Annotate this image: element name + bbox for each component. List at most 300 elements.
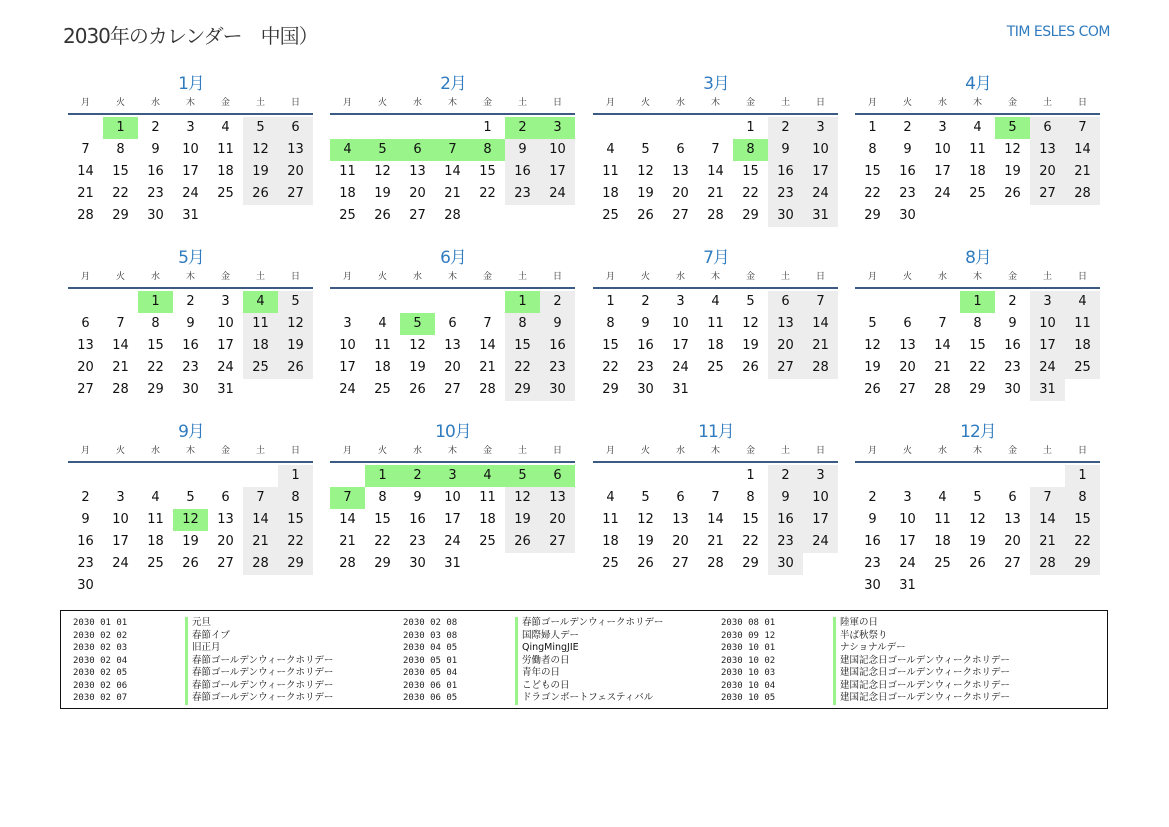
legend-holiday-name: 春節ゴールデンウィークホリデー: [185, 680, 333, 693]
empty-cell: [208, 465, 243, 487]
weekday-label: 木: [447, 446, 457, 456]
day-cell: 11: [969, 142, 986, 157]
day-cell: 29: [969, 382, 986, 397]
day-cell: 9: [1008, 316, 1017, 331]
day-cell: 22: [147, 360, 164, 375]
holiday-day-cell: 2: [400, 465, 435, 487]
weekday-label: 土: [780, 446, 790, 456]
day-cell: 19: [409, 360, 426, 375]
day-cell: 23: [77, 556, 94, 571]
empty-cell: [330, 465, 365, 487]
day-cell: 21: [803, 335, 838, 357]
day-cell: 16: [864, 534, 881, 549]
day-cell: 26: [637, 556, 654, 571]
weekday-label: 金: [482, 446, 492, 456]
holiday-day-cell: 3: [540, 117, 575, 139]
day-cell: 10: [182, 142, 199, 157]
day-cell: 24: [1030, 357, 1065, 379]
day-cell: 21: [707, 534, 724, 549]
day-cell: 17: [803, 509, 838, 531]
day-cell: 30: [864, 578, 881, 593]
weekday-label: 木: [447, 272, 457, 282]
day-cell: 5: [641, 142, 650, 157]
month-3: [593, 73, 839, 227]
weekday-label: 火: [640, 272, 650, 282]
legend-holiday-name: 建国記念日ゴールデンウィークホリデー: [833, 667, 1010, 680]
day-cell: 5: [868, 316, 877, 331]
day-cell: 16: [409, 512, 426, 527]
legend-row: [61, 667, 333, 680]
day-cell: 21: [707, 186, 724, 201]
day-cell: 12: [864, 338, 881, 353]
empty-cell: [890, 291, 925, 313]
day-cell: 7: [243, 487, 278, 509]
day-cell: 27: [1004, 556, 1021, 571]
month-5: [68, 247, 314, 401]
weekday-label: 金: [482, 98, 492, 108]
day-cell: 29: [278, 553, 313, 575]
day-cell: 16: [147, 164, 164, 179]
weekday-label: 水: [150, 98, 160, 108]
day-cell: 24: [217, 360, 234, 375]
day-cell: 8: [746, 490, 755, 505]
day-cell: 8: [606, 316, 615, 331]
day-cell: 3: [676, 294, 685, 309]
legend-date: 2030 03 08: [403, 630, 458, 641]
day-cell: 17: [540, 161, 575, 183]
page-title: 2030年のカレンダー 中国）: [63, 24, 318, 48]
legend-holiday-name: 国際婦人デー: [515, 630, 579, 643]
legend-row: [391, 667, 663, 680]
day-cell: 20: [672, 534, 689, 549]
day-cell: 17: [1030, 335, 1065, 357]
day-cell: 15: [505, 335, 540, 357]
day-cell: 9: [505, 139, 540, 161]
month-divider: [330, 287, 575, 289]
day-cell: 13: [899, 338, 916, 353]
day-cell: 7: [1065, 117, 1100, 139]
empty-cell: [435, 291, 470, 313]
legend-holiday-name: 春節イブ: [185, 630, 230, 643]
day-cell: 16: [505, 161, 540, 183]
weekday-label: 火: [902, 98, 912, 108]
empty-cell: [173, 465, 208, 487]
day-cell: 12: [374, 164, 391, 179]
weekday-label: 月: [867, 272, 877, 282]
empty-cell: [628, 117, 663, 139]
day-cell: 3: [938, 120, 947, 135]
day-cell: 8: [116, 142, 125, 157]
day-cell: 19: [969, 534, 986, 549]
holiday-day-cell: 4: [243, 291, 278, 313]
day-cell: 18: [243, 335, 278, 357]
day-cell: 12: [243, 139, 278, 161]
day-cell: 30: [1004, 382, 1021, 397]
month-name: 11月: [698, 422, 734, 442]
empty-cell: [1030, 465, 1065, 487]
day-cell: 25: [934, 556, 951, 571]
weekday-label: 土: [1042, 446, 1052, 456]
empty-cell: [243, 465, 278, 487]
day-cell: 28: [707, 556, 724, 571]
day-cell: 18: [969, 164, 986, 179]
day-cell: 25: [479, 534, 496, 549]
holiday-day-cell: 2: [505, 117, 540, 139]
day-grid: [593, 465, 839, 575]
day-cell: 11: [339, 164, 356, 179]
day-cell: 19: [1004, 164, 1021, 179]
day-cell: 28: [934, 382, 951, 397]
day-cell: 14: [1065, 139, 1100, 161]
legend-column-3: [709, 617, 1010, 705]
day-cell: 8: [151, 316, 160, 331]
day-cell: 24: [672, 360, 689, 375]
day-cell: 19: [374, 186, 391, 201]
weekday-label: 木: [710, 446, 720, 456]
legend-holiday-name: 建国記念日ゴールデンウィークホリデー: [833, 692, 1010, 705]
weekday-label: 日: [1077, 98, 1087, 108]
day-cell: 20: [409, 186, 426, 201]
day-cell: 26: [243, 183, 278, 205]
month-divider: [330, 461, 575, 463]
day-cell: 21: [1065, 161, 1100, 183]
month-8: [855, 247, 1101, 401]
day-cell: 22: [602, 360, 619, 375]
weekday-label: 日: [290, 98, 300, 108]
day-cell: 10: [1030, 313, 1065, 335]
legend-row: [61, 642, 333, 655]
weekday-label: 水: [675, 272, 685, 282]
day-cell: 23: [182, 360, 199, 375]
day-cell: 6: [448, 316, 457, 331]
weekday-label: 木: [972, 98, 982, 108]
legend-row: [61, 617, 333, 630]
day-grid: [855, 465, 1101, 597]
day-cell: 15: [969, 338, 986, 353]
weekday-header: [593, 270, 839, 284]
day-cell: 5: [243, 117, 278, 139]
weekday-header: [68, 270, 314, 284]
day-cell: 28: [803, 357, 838, 379]
day-cell: 23: [409, 534, 426, 549]
day-cell: 21: [934, 360, 951, 375]
day-cell: 4: [606, 142, 615, 157]
day-cell: 18: [217, 164, 234, 179]
weekday-header: [855, 96, 1101, 110]
legend-holiday-name: こどもの日: [515, 680, 570, 693]
day-cell: 24: [803, 183, 838, 205]
day-cell: 10: [803, 139, 838, 161]
day-cell: 12: [278, 313, 313, 335]
legend-date: 2030 06 01: [403, 680, 458, 691]
day-cell: 21: [479, 360, 496, 375]
legend-holiday-name: 元旦: [185, 617, 211, 630]
day-cell: 1: [278, 465, 313, 487]
legend-holiday-name: 建国記念日ゴールデンウィークホリデー: [833, 680, 1010, 693]
holiday-legend: [60, 610, 1108, 709]
day-cell: 23: [864, 556, 881, 571]
weekday-header: [330, 270, 576, 284]
empty-cell: [365, 291, 400, 313]
day-cell: 14: [444, 164, 461, 179]
weekday-label: 月: [80, 272, 90, 282]
month-name: 3月: [703, 74, 729, 94]
month-11: [593, 421, 839, 575]
legend-row: [709, 667, 1010, 680]
weekday-label: 水: [150, 446, 160, 456]
day-cell: 3: [186, 120, 195, 135]
day-cell: 6: [278, 117, 313, 139]
day-cell: 31: [182, 208, 199, 223]
day-cell: 5: [746, 294, 755, 309]
day-cell: 15: [1065, 509, 1100, 531]
day-cell: 13: [278, 139, 313, 161]
holiday-day-cell: 4: [330, 139, 365, 161]
day-cell: 16: [77, 534, 94, 549]
holiday-day-cell: 5: [995, 117, 1030, 139]
day-cell: 30: [768, 205, 803, 227]
empty-cell: [435, 117, 470, 139]
legend-date: 2030 02 05: [73, 668, 128, 678]
day-cell: 25: [217, 186, 234, 201]
day-cell: 15: [742, 164, 759, 179]
day-cell: 23: [147, 186, 164, 201]
weekday-label: 木: [185, 446, 195, 456]
day-cell: 12: [1004, 142, 1021, 157]
holiday-day-cell: 1: [103, 117, 138, 139]
weekday-label: 月: [342, 98, 352, 108]
day-cell: 20: [768, 335, 803, 357]
legend-row: [391, 680, 663, 693]
holiday-day-cell: 1: [365, 465, 400, 487]
day-cell: 11: [374, 338, 391, 353]
day-cell: 2: [641, 294, 650, 309]
legend-date: 2030 06 05: [403, 693, 458, 703]
day-cell: 4: [973, 120, 982, 135]
weekday-label: 木: [710, 98, 720, 108]
day-cell: 7: [483, 316, 492, 331]
weekday-label: 金: [745, 98, 755, 108]
holiday-day-cell: 8: [470, 139, 505, 161]
day-cell: 2: [540, 291, 575, 313]
weekday-label: 日: [1077, 272, 1087, 282]
empty-cell: [365, 117, 400, 139]
weekday-label: 日: [290, 272, 300, 282]
day-cell: 21: [444, 186, 461, 201]
day-cell: 4: [151, 490, 160, 505]
day-cell: 14: [339, 512, 356, 527]
day-cell: 17: [672, 338, 689, 353]
empty-cell: [470, 291, 505, 313]
weekday-label: 土: [517, 446, 527, 456]
day-cell: 6: [81, 316, 90, 331]
weekday-header: [593, 444, 839, 458]
weekday-label: 火: [377, 446, 387, 456]
day-cell: 9: [768, 487, 803, 509]
day-cell: 26: [182, 556, 199, 571]
legend-holiday-name: QingMingJIE: [515, 642, 579, 655]
legend-date: 2030 10 03: [721, 668, 776, 678]
legend-date: 2030 05 04: [403, 668, 458, 678]
day-cell: 20: [217, 534, 234, 549]
legend-holiday-name: 旧正月: [185, 642, 221, 655]
day-cell: 24: [182, 186, 199, 201]
day-cell: 12: [505, 487, 540, 509]
holiday-day-cell: 7: [330, 487, 365, 509]
weekday-label: 水: [937, 98, 947, 108]
day-cell: 27: [1030, 183, 1065, 205]
month-name: 2月: [440, 74, 466, 94]
holiday-day-cell: 1: [505, 291, 540, 313]
day-cell: 17: [444, 512, 461, 527]
legend-holiday-name: 春節ゴールデンウィークホリデー: [515, 617, 663, 630]
weekday-label: 月: [605, 272, 615, 282]
day-cell: 5: [641, 490, 650, 505]
legend-row: [391, 642, 663, 655]
day-cell: 18: [147, 534, 164, 549]
empty-cell: [855, 465, 890, 487]
day-cell: 14: [243, 509, 278, 531]
weekday-label: 火: [377, 272, 387, 282]
weekday-label: 土: [517, 98, 527, 108]
day-cell: 15: [147, 338, 164, 353]
month-name: 7月: [703, 248, 729, 268]
day-cell: 11: [217, 142, 234, 157]
day-cell: 16: [182, 338, 199, 353]
day-cell: 13: [1030, 139, 1065, 161]
day-cell: 17: [803, 161, 838, 183]
weekday-label: 火: [115, 98, 125, 108]
day-grid: [855, 117, 1101, 227]
weekday-label: 日: [290, 446, 300, 456]
day-cell: 8: [505, 313, 540, 335]
legend-date: 2030 09 12: [721, 630, 776, 641]
day-cell: 15: [374, 512, 391, 527]
day-cell: 27: [77, 382, 94, 397]
weekday-header: [68, 96, 314, 110]
day-cell: 7: [803, 291, 838, 313]
holiday-day-cell: 1: [960, 291, 995, 313]
holiday-day-cell: 5: [400, 313, 435, 335]
weekday-label: 月: [342, 272, 352, 282]
holiday-day-cell: 6: [540, 465, 575, 487]
day-cell: 11: [602, 512, 619, 527]
day-cell: 19: [637, 186, 654, 201]
legend-holiday-name: 建国記念日ゴールデンウィークホリデー: [833, 655, 1010, 668]
day-cell: 31: [1030, 379, 1065, 401]
weekday-label: 月: [80, 446, 90, 456]
empty-cell: [663, 465, 698, 487]
day-cell: 2: [903, 120, 912, 135]
day-cell: 11: [479, 490, 496, 505]
day-cell: 31: [803, 205, 838, 227]
day-cell: 20: [672, 186, 689, 201]
legend-holiday-name: ドラゴンボートフェスティバル: [515, 692, 653, 705]
empty-cell: [628, 465, 663, 487]
weekday-label: 火: [902, 272, 912, 282]
day-cell: 10: [444, 490, 461, 505]
month-divider: [855, 113, 1100, 115]
day-cell: 11: [602, 164, 619, 179]
weekday-label: 日: [815, 98, 825, 108]
weekday-header: [330, 96, 576, 110]
weekday-label: 火: [377, 98, 387, 108]
day-cell: 23: [1004, 360, 1021, 375]
weekday-label: 火: [902, 446, 912, 456]
brand-link[interactable]: TIM ESLES COM: [1006, 24, 1110, 40]
empty-cell: [138, 465, 173, 487]
legend-row: [391, 617, 663, 630]
day-cell: 9: [186, 316, 195, 331]
day-cell: 10: [934, 142, 951, 157]
day-cell: 20: [1004, 534, 1021, 549]
day-cell: 20: [278, 161, 313, 183]
legend-holiday-name: 春節ゴールデンウィークホリデー: [185, 667, 333, 680]
day-cell: 26: [969, 556, 986, 571]
day-cell: 22: [112, 186, 129, 201]
day-cell: 16: [768, 161, 803, 183]
month-2: [330, 73, 576, 227]
day-cell: 18: [479, 512, 496, 527]
day-cell: 3: [903, 490, 912, 505]
day-cell: 6: [1030, 117, 1065, 139]
day-cell: 19: [505, 509, 540, 531]
day-cell: 3: [343, 316, 352, 331]
day-cell: 19: [637, 534, 654, 549]
weekday-label: 土: [255, 446, 265, 456]
day-cell: 31: [217, 382, 234, 397]
month-divider: [68, 113, 313, 115]
day-cell: 10: [540, 139, 575, 161]
legend-column-1: [61, 617, 333, 705]
day-cell: 14: [934, 338, 951, 353]
day-grid: [593, 291, 839, 401]
day-cell: 17: [217, 338, 234, 353]
day-cell: 16: [540, 335, 575, 357]
day-cell: 17: [934, 164, 951, 179]
holiday-day-cell: 5: [505, 465, 540, 487]
day-cell: 24: [540, 183, 575, 205]
legend-holiday-name: 陸軍の日: [833, 617, 878, 630]
day-cell: 27: [672, 556, 689, 571]
day-cell: 3: [1030, 291, 1065, 313]
day-cell: 12: [742, 316, 759, 331]
day-cell: 8: [378, 490, 387, 505]
day-cell: 2: [81, 490, 90, 505]
day-cell: 26: [505, 531, 540, 553]
day-cell: 18: [707, 338, 724, 353]
day-cell: 25: [339, 208, 356, 223]
legend-row: [391, 655, 663, 668]
day-cell: 27: [409, 208, 426, 223]
day-cell: 26: [1004, 186, 1021, 201]
weekday-header: [855, 270, 1101, 284]
weekday-label: 日: [815, 446, 825, 456]
month-name: 8月: [965, 248, 991, 268]
legend-date: 2030 05 01: [403, 655, 458, 666]
empty-cell: [103, 465, 138, 487]
day-cell: 26: [409, 382, 426, 397]
day-cell: 17: [339, 360, 356, 375]
day-cell: 11: [1065, 313, 1100, 335]
weekday-label: 金: [1007, 98, 1017, 108]
day-cell: 30: [540, 379, 575, 401]
empty-cell: [68, 465, 103, 487]
weekday-label: 月: [605, 446, 615, 456]
day-cell: 22: [742, 186, 759, 201]
day-cell: 21: [339, 534, 356, 549]
day-cell: 21: [112, 360, 129, 375]
